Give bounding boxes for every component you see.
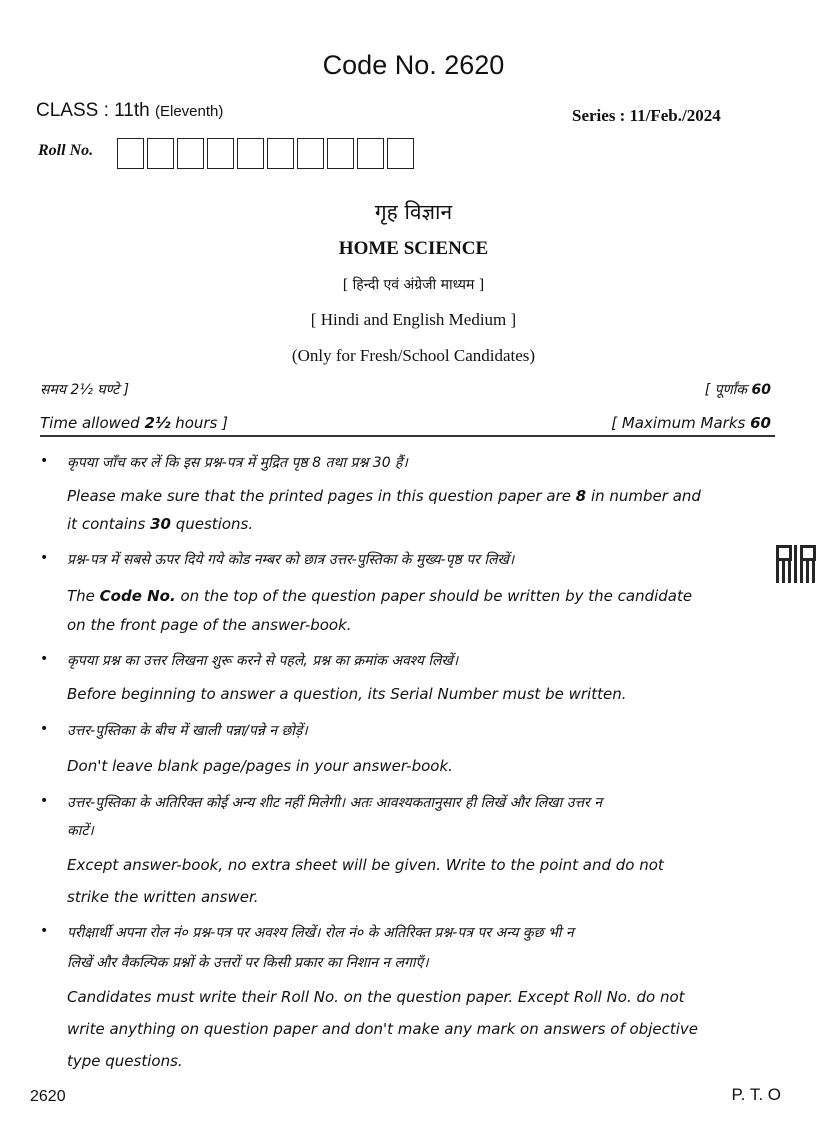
roll-number-boxes[interactable] <box>117 138 417 169</box>
roll-box[interactable] <box>387 138 414 169</box>
roll-box[interactable] <box>327 138 354 169</box>
time-value: 2½ <box>144 414 171 432</box>
series-label: Series : 11/Feb./2024 <box>572 106 721 125</box>
text: it contains <box>67 515 151 533</box>
divider <box>40 435 775 437</box>
roll-box[interactable] <box>237 138 264 169</box>
roll-box[interactable] <box>117 138 144 169</box>
instruction-english <box>67 515 253 533</box>
subject-title-english: HOME SCIENCE <box>338 238 489 259</box>
roll-box[interactable] <box>357 138 384 169</box>
qr-code <box>776 545 816 583</box>
instruction-english: strike the written answer. <box>67 888 259 906</box>
medium-hindi: [ हिन्दी एवं अंग्रेजी माध्यम ] <box>342 277 485 293</box>
instruction-hindi: • उत्तर-पुस्तिका के बीच में खाली पन्ना/पन्ने न छोड़ें। <box>40 721 308 739</box>
instruction-hindi: • कृपया प्रश्न का उत्तर लिखना शुरू करने से पहले, प्रश्न का क्रमांक अवश्य लिखें। <box>40 651 459 669</box>
marks-value: 60 <box>750 414 771 432</box>
roll-box[interactable] <box>147 138 174 169</box>
roll-label: Roll No. <box>38 142 94 159</box>
instruction-hindi: • उत्तर-पुस्तिका के अतिरिक्त कोई अन्य शीट नहीं मिलेगी। अतः आवश्यकतानुसार ही लिखें और लिखा उत्तर न <box>40 793 603 811</box>
text: in number and <box>586 487 701 505</box>
roll-box[interactable] <box>267 138 294 169</box>
instruction-english: write anything on question paper and don't make any mark on answers of objective <box>67 1020 698 1038</box>
instruction-text: प्रश्न-पत्र में सबसे ऊपर दिये गये कोड नम्बर को छात्र उत्तर-पुस्तिका के मुख्य-पृष्ठ पर लिखें। <box>67 552 515 568</box>
instruction-english: Don't leave blank page/pages in your answer-book. <box>67 757 453 775</box>
class-value: CLASS : 11th <box>36 100 150 121</box>
roll-box[interactable] <box>177 138 204 169</box>
marks-english <box>611 414 771 432</box>
text: on the top of the question paper should be written by the candidate <box>175 587 693 605</box>
instruction-text: उत्तर-पुस्तिका के बीच में खाली पन्ना/पन्ने न छोड़ें। <box>67 723 308 739</box>
instruction-english: Candidates must write their Roll No. on the question paper. Except Roll No. do not <box>67 988 685 1006</box>
class-label <box>36 100 223 122</box>
class-sub: (Eleventh) <box>155 103 224 120</box>
time-hindi: समय 2½ घण्टे ] <box>40 382 130 398</box>
text: questions. <box>170 515 254 533</box>
time-label: Time allowed <box>40 414 140 432</box>
marks-hindi <box>705 380 771 399</box>
instruction-hindi: • कृपया जाँच कर लें कि इस प्रश्न-पत्र में मुद्रित पृष्ठ 8 तथा प्रश्न 30 हैं। <box>40 453 408 471</box>
roll-box[interactable] <box>207 138 234 169</box>
instruction-english <box>67 487 701 505</box>
time-english <box>40 414 228 432</box>
instruction-hindi: • परीक्षार्थी अपना रोल नं० प्रश्न-पत्र पर अवश्य लिखें। रोल नं० के अतिरिक्त प्रश्न-पत्र पर अन्य कुछ भी न <box>40 923 574 941</box>
marks-hindi-value: 60 <box>751 382 771 398</box>
roll-box[interactable] <box>297 138 324 169</box>
instruction-english: Before beginning to answer a question, its Serial Number must be written. <box>67 685 627 703</box>
questions-count: 30 <box>150 515 171 533</box>
instruction-hindi: • प्रश्न-पत्र में सबसे ऊपर दिये गये कोड नम्बर को छात्र उत्तर-पुस्तिका के मुख्य-पृष्ठ पर लिखें। <box>40 550 515 568</box>
instruction-hindi-cont: काटें। <box>67 823 94 839</box>
instruction-english: on the front page of the answer-book. <box>67 616 352 634</box>
medium-english: [ Hindi and English Medium ] <box>310 310 517 329</box>
instruction-hindi-cont: लिखें और वैकल्पिक प्रश्नों के उत्तरों पर किसी प्रकार का निशान न लगाएँ। <box>67 955 429 971</box>
instruction-text: उत्तर-पुस्तिका के अतिरिक्त कोई अन्य शीट नहीं मिलेगी। अतः आवश्यकतानुसार ही लिखें और लिखा उत्तर न <box>67 795 603 811</box>
page-turn-over: P. T. O <box>731 1085 781 1104</box>
subject-title-hindi: गृह विज्ञान <box>374 200 453 224</box>
instruction-english: type questions. <box>67 1052 183 1070</box>
instruction-text: कृपया प्रश्न का उत्तर लिखना शुरू करने से पहले, प्रश्न का क्रमांक अवश्य लिखें। <box>67 653 459 669</box>
time-unit: hours ] <box>175 414 228 432</box>
pages-count: 8 <box>575 487 587 505</box>
text: The <box>67 587 100 605</box>
instruction-english: Except answer-book, no extra sheet will be given. Write to the point and do not <box>67 856 664 874</box>
marks-label-text: [ Maximum Marks <box>611 414 746 432</box>
instruction-text: परीक्षार्थी अपना रोल नं० प्रश्न-पत्र पर अवश्य लिखें। रोल नं० के अतिरिक्त प्रश्न-पत्र पर अन्य कुछ भी न <box>67 925 574 941</box>
footer-code: 2620 <box>30 1088 66 1105</box>
code-number: Code No. 2620 <box>322 50 505 80</box>
instruction-english <box>67 587 692 605</box>
text: Please make sure that the printed pages in this question paper are <box>67 487 576 505</box>
marks-hindi-label: [ पूर्णांक <box>704 382 748 398</box>
instruction-text: कृपया जाँच कर लें कि इस प्रश्न-पत्र में मुद्रित पृष्ठ 8 तथा प्रश्न 30 हैं। <box>67 455 408 471</box>
candidates-note: (Only for Fresh/School Candidates) <box>291 346 536 365</box>
code-no-emphasis: Code No. <box>99 587 176 605</box>
